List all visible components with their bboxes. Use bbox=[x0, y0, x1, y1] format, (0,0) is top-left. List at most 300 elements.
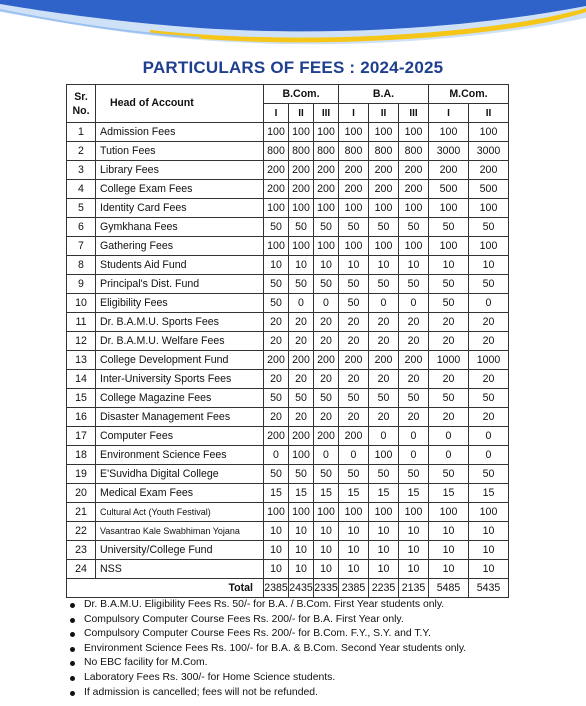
head-of-account-cell: Disaster Management Fees bbox=[96, 408, 264, 427]
fee-cell: 3000 bbox=[429, 142, 469, 161]
fee-cell: 100 bbox=[339, 237, 369, 256]
fee-cell: 800 bbox=[289, 142, 314, 161]
fee-cell: 15 bbox=[429, 484, 469, 503]
fee-cell: 50 bbox=[264, 275, 289, 294]
fee-cell: 100 bbox=[289, 123, 314, 142]
fee-cell: 50 bbox=[369, 275, 399, 294]
year-header: I bbox=[429, 104, 469, 123]
fee-cell: 50 bbox=[314, 275, 339, 294]
fee-cell: 20 bbox=[289, 313, 314, 332]
fee-cell: 15 bbox=[369, 484, 399, 503]
fee-cell: 800 bbox=[339, 142, 369, 161]
head-of-account-cell: College Magazine Fees bbox=[96, 389, 264, 408]
head-of-account-cell: University/College Fund bbox=[96, 541, 264, 560]
fee-cell: 20 bbox=[469, 332, 509, 351]
fee-cell: 15 bbox=[339, 484, 369, 503]
fee-cell: 10 bbox=[289, 522, 314, 541]
fee-cell: 200 bbox=[264, 161, 289, 180]
table-row bbox=[67, 389, 509, 408]
sr-no-cell: 19 bbox=[67, 465, 96, 484]
fee-cell: 50 bbox=[429, 389, 469, 408]
total-label: Total bbox=[67, 579, 264, 598]
head-of-account-cell: Medical Exam Fees bbox=[96, 484, 264, 503]
fee-cell: 20 bbox=[264, 332, 289, 351]
fee-cell: 10 bbox=[429, 560, 469, 579]
fee-cell: 50 bbox=[339, 275, 369, 294]
fee-cell: 0 bbox=[314, 446, 339, 465]
fee-cell: 100 bbox=[369, 446, 399, 465]
total-cell: 2235 bbox=[369, 579, 399, 598]
total-row bbox=[67, 579, 509, 598]
fee-cell: 50 bbox=[399, 218, 429, 237]
table-row bbox=[67, 275, 509, 294]
table-row bbox=[67, 199, 509, 218]
fee-cell: 100 bbox=[264, 199, 289, 218]
head-of-account-cell: Gymkhana Fees bbox=[96, 218, 264, 237]
fee-cell: 200 bbox=[369, 351, 399, 370]
head-of-account-cell: Eligibility Fees bbox=[96, 294, 264, 313]
fee-cell: 200 bbox=[429, 161, 469, 180]
fee-cell: 10 bbox=[289, 560, 314, 579]
fee-cell: 10 bbox=[289, 541, 314, 560]
fee-cell: 20 bbox=[314, 313, 339, 332]
sr-no-cell: 17 bbox=[67, 427, 96, 446]
sr-no-cell: 2 bbox=[67, 142, 96, 161]
fee-cell: 200 bbox=[339, 180, 369, 199]
fee-cell: 50 bbox=[264, 465, 289, 484]
fee-cell: 10 bbox=[369, 541, 399, 560]
fee-cell: 200 bbox=[264, 427, 289, 446]
fee-cell: 10 bbox=[339, 541, 369, 560]
fee-cell: 10 bbox=[314, 541, 339, 560]
fee-cell: 10 bbox=[469, 522, 509, 541]
note-item: No EBC facility for M.Com. bbox=[66, 656, 466, 671]
fee-cell: 0 bbox=[469, 294, 509, 313]
fee-cell: 200 bbox=[289, 351, 314, 370]
fee-cell: 50 bbox=[429, 465, 469, 484]
total-cell: 2385 bbox=[339, 579, 369, 598]
table-row bbox=[67, 332, 509, 351]
fee-cell: 20 bbox=[339, 332, 369, 351]
fee-cell: 50 bbox=[339, 465, 369, 484]
fee-cell: 20 bbox=[429, 408, 469, 427]
fee-cell: 10 bbox=[399, 256, 429, 275]
fee-cell: 100 bbox=[289, 199, 314, 218]
fee-cell: 20 bbox=[264, 313, 289, 332]
head-of-account-cell: NSS bbox=[96, 560, 264, 579]
table-row bbox=[67, 142, 509, 161]
fee-cell: 20 bbox=[339, 370, 369, 389]
fee-cell: 50 bbox=[469, 389, 509, 408]
table-row bbox=[67, 503, 509, 522]
fee-cell: 100 bbox=[289, 237, 314, 256]
fee-cell: 200 bbox=[314, 161, 339, 180]
fee-cell: 0 bbox=[339, 446, 369, 465]
head-of-account-cell: Identity Card Fees bbox=[96, 199, 264, 218]
fee-cell: 100 bbox=[399, 199, 429, 218]
table-row bbox=[67, 313, 509, 332]
fee-cell: 500 bbox=[469, 180, 509, 199]
fee-cell: 100 bbox=[429, 199, 469, 218]
fee-cell: 100 bbox=[429, 503, 469, 522]
head-of-account-cell: Dr. B.A.M.U. Sports Fees bbox=[96, 313, 264, 332]
fee-cell: 100 bbox=[264, 237, 289, 256]
fee-cell: 200 bbox=[339, 161, 369, 180]
sr-no-cell: 21 bbox=[67, 503, 96, 522]
fee-cell: 0 bbox=[399, 427, 429, 446]
table-row bbox=[67, 294, 509, 313]
fee-cell: 10 bbox=[469, 560, 509, 579]
total-cell: 2385 bbox=[264, 579, 289, 598]
fee-cell: 100 bbox=[289, 503, 314, 522]
fee-cell: 0 bbox=[399, 446, 429, 465]
head-of-account-cell: Principal's Dist. Fund bbox=[96, 275, 264, 294]
table-header bbox=[67, 85, 509, 123]
group-header-bcom: B.Com. bbox=[264, 85, 339, 104]
fee-cell: 50 bbox=[469, 465, 509, 484]
head-of-account-cell: College Development Fund bbox=[96, 351, 264, 370]
fee-cell: 10 bbox=[399, 560, 429, 579]
table-row bbox=[67, 465, 509, 484]
fee-cell: 0 bbox=[369, 294, 399, 313]
fee-cell: 100 bbox=[469, 237, 509, 256]
fee-cell: 50 bbox=[469, 275, 509, 294]
fee-cell: 10 bbox=[264, 541, 289, 560]
fee-cell: 50 bbox=[314, 389, 339, 408]
note-item: Compulsory Computer Course Fees Rs. 200/- for B.A. First Year only. bbox=[66, 613, 466, 628]
fee-cell: 100 bbox=[369, 199, 399, 218]
sr-no-cell: 14 bbox=[67, 370, 96, 389]
total-cell: 5485 bbox=[429, 579, 469, 598]
fee-cell: 100 bbox=[369, 503, 399, 522]
fee-cell: 20 bbox=[369, 408, 399, 427]
fee-cell: 10 bbox=[399, 541, 429, 560]
total-cell: 2435 bbox=[289, 579, 314, 598]
table-row bbox=[67, 522, 509, 541]
fee-cell: 200 bbox=[339, 427, 369, 446]
fee-cell: 10 bbox=[469, 541, 509, 560]
fee-cell: 50 bbox=[399, 465, 429, 484]
fee-cell: 100 bbox=[339, 503, 369, 522]
fee-cell: 50 bbox=[429, 218, 469, 237]
sr-no-cell: 3 bbox=[67, 161, 96, 180]
fee-cell: 10 bbox=[429, 256, 469, 275]
sr-no-cell: 18 bbox=[67, 446, 96, 465]
fee-cell: 200 bbox=[339, 351, 369, 370]
fees-table bbox=[66, 84, 509, 598]
sr-no-cell: 10 bbox=[67, 294, 96, 313]
fee-cell: 1000 bbox=[429, 351, 469, 370]
sr-no-cell: 5 bbox=[67, 199, 96, 218]
table-row bbox=[67, 446, 509, 465]
sr-no-cell: 8 bbox=[67, 256, 96, 275]
fee-cell: 50 bbox=[289, 275, 314, 294]
fee-cell: 100 bbox=[369, 123, 399, 142]
fee-cell: 0 bbox=[314, 294, 339, 313]
fee-cell: 10 bbox=[314, 522, 339, 541]
table-row bbox=[67, 427, 509, 446]
fee-cell: 100 bbox=[264, 503, 289, 522]
sr-no-cell: 24 bbox=[67, 560, 96, 579]
fee-cell: 10 bbox=[369, 522, 399, 541]
fee-cell: 200 bbox=[289, 180, 314, 199]
sr-no-cell: 16 bbox=[67, 408, 96, 427]
fee-cell: 15 bbox=[264, 484, 289, 503]
fee-cell: 50 bbox=[314, 465, 339, 484]
fee-cell: 20 bbox=[339, 408, 369, 427]
fee-cell: 100 bbox=[429, 237, 469, 256]
head-of-account-cell: Environment Science Fees bbox=[96, 446, 264, 465]
fee-cell: 0 bbox=[429, 427, 469, 446]
head-of-account-cell: College Exam Fees bbox=[96, 180, 264, 199]
fee-cell: 200 bbox=[314, 180, 339, 199]
sr-no-cell: 15 bbox=[67, 389, 96, 408]
fee-cell: 100 bbox=[339, 199, 369, 218]
sr-no-cell: 22 bbox=[67, 522, 96, 541]
table-row bbox=[67, 351, 509, 370]
fee-cell: 20 bbox=[399, 370, 429, 389]
fee-cell: 50 bbox=[339, 218, 369, 237]
fee-cell: 10 bbox=[314, 560, 339, 579]
total-cell: 2135 bbox=[399, 579, 429, 598]
fee-cell: 15 bbox=[399, 484, 429, 503]
head-of-account-header: Head of Account bbox=[96, 85, 264, 123]
fee-cell: 20 bbox=[314, 370, 339, 389]
sr-no-cell: 9 bbox=[67, 275, 96, 294]
fee-cell: 100 bbox=[369, 237, 399, 256]
fee-cell: 50 bbox=[264, 218, 289, 237]
sr-no-cell: 7 bbox=[67, 237, 96, 256]
fee-cell: 10 bbox=[429, 541, 469, 560]
table-row bbox=[67, 541, 509, 560]
table-row bbox=[67, 370, 509, 389]
total-cell: 2335 bbox=[314, 579, 339, 598]
fee-cell: 200 bbox=[289, 161, 314, 180]
fee-cell: 200 bbox=[314, 351, 339, 370]
fee-cell: 0 bbox=[369, 427, 399, 446]
table-row bbox=[67, 560, 509, 579]
sr-no-cell: 6 bbox=[67, 218, 96, 237]
fee-cell: 20 bbox=[369, 313, 399, 332]
fee-cell: 100 bbox=[314, 237, 339, 256]
fee-cell: 15 bbox=[469, 484, 509, 503]
fee-cell: 0 bbox=[469, 446, 509, 465]
fee-cell: 200 bbox=[469, 161, 509, 180]
fee-cell: 100 bbox=[264, 123, 289, 142]
head-of-account-cell: Inter-University Sports Fees bbox=[96, 370, 264, 389]
fee-cell: 15 bbox=[289, 484, 314, 503]
fee-cell: 20 bbox=[369, 370, 399, 389]
fee-cell: 100 bbox=[469, 503, 509, 522]
sr-no-cell: 23 bbox=[67, 541, 96, 560]
fee-cell: 200 bbox=[369, 161, 399, 180]
page-title: PARTICULARS OF FEES : 2024-2025 bbox=[142, 58, 444, 77]
fee-cell: 20 bbox=[289, 408, 314, 427]
fee-cell: 0 bbox=[289, 294, 314, 313]
sr-no-cell: 4 bbox=[67, 180, 96, 199]
fee-cell: 0 bbox=[469, 427, 509, 446]
sr-no-cell: 12 bbox=[67, 332, 96, 351]
table-body bbox=[67, 123, 509, 579]
table-row bbox=[67, 484, 509, 503]
fee-cell: 50 bbox=[469, 218, 509, 237]
fee-cell: 100 bbox=[289, 446, 314, 465]
group-header-mcom: M.Com. bbox=[429, 85, 509, 104]
head-of-account-cell: Gathering Fees bbox=[96, 237, 264, 256]
fee-cell: 100 bbox=[399, 237, 429, 256]
sr-no-cell: 1 bbox=[67, 123, 96, 142]
fee-cell: 800 bbox=[314, 142, 339, 161]
fee-notes-list bbox=[66, 598, 466, 700]
fee-cell: 15 bbox=[314, 484, 339, 503]
fee-cell: 50 bbox=[314, 218, 339, 237]
fee-cell: 0 bbox=[429, 446, 469, 465]
fee-cell: 50 bbox=[289, 389, 314, 408]
fee-cell: 200 bbox=[264, 180, 289, 199]
head-of-account-cell: Tution Fees bbox=[96, 142, 264, 161]
fee-cell: 10 bbox=[264, 560, 289, 579]
fee-cell: 50 bbox=[399, 275, 429, 294]
fee-cell: 0 bbox=[264, 446, 289, 465]
fee-cell: 200 bbox=[399, 161, 429, 180]
sr-no-cell: 11 bbox=[67, 313, 96, 332]
fee-cell: 20 bbox=[289, 370, 314, 389]
sr-no-cell: 20 bbox=[67, 484, 96, 503]
fee-cell: 3000 bbox=[469, 142, 509, 161]
fee-cell: 200 bbox=[314, 427, 339, 446]
fee-cell: 500 bbox=[429, 180, 469, 199]
fee-cell: 800 bbox=[399, 142, 429, 161]
note-item: Laboratory Fees Rs. 300/- for Home Science students. bbox=[66, 671, 466, 686]
table-row bbox=[67, 408, 509, 427]
fee-cell: 50 bbox=[429, 294, 469, 313]
fee-cell: 800 bbox=[264, 142, 289, 161]
fee-cell: 10 bbox=[399, 522, 429, 541]
fee-cell: 10 bbox=[369, 256, 399, 275]
year-header: I bbox=[264, 104, 289, 123]
table-row bbox=[67, 218, 509, 237]
fee-cell: 20 bbox=[314, 408, 339, 427]
fee-cell: 50 bbox=[264, 294, 289, 313]
fee-cell: 10 bbox=[339, 560, 369, 579]
head-of-account-cell: E'Suvidha Digital College bbox=[96, 465, 264, 484]
fee-cell: 20 bbox=[314, 332, 339, 351]
fee-cell: 100 bbox=[469, 123, 509, 142]
note-item: If admission is cancelled; fees will not be refunded. bbox=[66, 686, 466, 701]
fee-cell: 50 bbox=[339, 294, 369, 313]
fee-cell: 20 bbox=[399, 332, 429, 351]
fee-cell: 50 bbox=[369, 218, 399, 237]
head-of-account-cell: Dr. B.A.M.U. Welfare Fees bbox=[96, 332, 264, 351]
table-row bbox=[67, 161, 509, 180]
fee-cell: 20 bbox=[289, 332, 314, 351]
fee-cell: 50 bbox=[339, 389, 369, 408]
group-header-ba: B.A. bbox=[339, 85, 429, 104]
fee-cell: 20 bbox=[369, 332, 399, 351]
fee-cell: 20 bbox=[469, 370, 509, 389]
year-header: II bbox=[289, 104, 314, 123]
fee-cell: 100 bbox=[469, 199, 509, 218]
note-item: Compulsory Computer Course Fees Rs. 200/- for B.Com. F.Y., S.Y. and T.Y. bbox=[66, 627, 466, 642]
fee-cell: 20 bbox=[399, 408, 429, 427]
year-header: III bbox=[399, 104, 429, 123]
fee-cell: 10 bbox=[264, 256, 289, 275]
note-item: Dr. B.A.M.U. Eligibility Fees Rs. 50/- for B.A. / B.Com. First Year students only. bbox=[66, 598, 466, 613]
fee-cell: 20 bbox=[429, 313, 469, 332]
fee-cell: 50 bbox=[289, 465, 314, 484]
note-item: Environment Science Fees Rs. 100/- for B.A. & B.Com. Second Year students only. bbox=[66, 642, 466, 657]
fee-cell: 50 bbox=[289, 218, 314, 237]
fee-cell: 10 bbox=[339, 522, 369, 541]
year-header: II bbox=[369, 104, 399, 123]
fee-cell: 50 bbox=[369, 465, 399, 484]
fee-cell: 200 bbox=[289, 427, 314, 446]
fee-cell: 10 bbox=[339, 256, 369, 275]
fee-cell: 100 bbox=[314, 123, 339, 142]
fee-cell: 10 bbox=[314, 256, 339, 275]
header-banner-graphic bbox=[0, 0, 586, 60]
fee-cell: 50 bbox=[369, 389, 399, 408]
fee-cell: 50 bbox=[399, 389, 429, 408]
fee-cell: 50 bbox=[429, 275, 469, 294]
fee-cell: 50 bbox=[264, 389, 289, 408]
head-of-account-cell: Library Fees bbox=[96, 161, 264, 180]
fee-cell: 1000 bbox=[469, 351, 509, 370]
table-row bbox=[67, 180, 509, 199]
fee-cell: 200 bbox=[369, 180, 399, 199]
fee-cell: 100 bbox=[429, 123, 469, 142]
head-of-account-cell: Admission Fees bbox=[96, 123, 264, 142]
table-row bbox=[67, 123, 509, 142]
fee-cell: 20 bbox=[429, 332, 469, 351]
table-row bbox=[67, 256, 509, 275]
fee-cell: 200 bbox=[264, 351, 289, 370]
sr-no-header: Sr. No. bbox=[67, 85, 96, 123]
fee-cell: 200 bbox=[399, 351, 429, 370]
sr-no-cell: 13 bbox=[67, 351, 96, 370]
fee-cell: 10 bbox=[289, 256, 314, 275]
fee-cell: 100 bbox=[399, 123, 429, 142]
fee-cell: 10 bbox=[429, 522, 469, 541]
fee-cell: 100 bbox=[314, 503, 339, 522]
fee-cell: 0 bbox=[399, 294, 429, 313]
fee-cell: 20 bbox=[469, 313, 509, 332]
fee-cell: 100 bbox=[314, 199, 339, 218]
head-of-account-cell: Students Aid Fund bbox=[96, 256, 264, 275]
fee-cell: 20 bbox=[264, 370, 289, 389]
table-row bbox=[67, 237, 509, 256]
fee-cell: 20 bbox=[429, 370, 469, 389]
fee-cell: 100 bbox=[339, 123, 369, 142]
fee-cell: 800 bbox=[369, 142, 399, 161]
fee-cell: 10 bbox=[264, 522, 289, 541]
head-of-account-cell: Cultural Act (Youth Festival) bbox=[96, 503, 264, 522]
fee-cell: 20 bbox=[399, 313, 429, 332]
fee-cell: 20 bbox=[469, 408, 509, 427]
fee-cell: 200 bbox=[399, 180, 429, 199]
fee-cell: 20 bbox=[339, 313, 369, 332]
fee-cell: 10 bbox=[369, 560, 399, 579]
total-cell: 5435 bbox=[469, 579, 509, 598]
fee-cell: 20 bbox=[264, 408, 289, 427]
year-header: III bbox=[314, 104, 339, 123]
year-header: II bbox=[469, 104, 509, 123]
head-of-account-cell: Computer Fees bbox=[96, 427, 264, 446]
fee-cell: 10 bbox=[469, 256, 509, 275]
fee-cell: 100 bbox=[399, 503, 429, 522]
year-header: I bbox=[339, 104, 369, 123]
head-of-account-cell: Vasantrao Kale Swabhiman Yojana bbox=[96, 522, 264, 541]
